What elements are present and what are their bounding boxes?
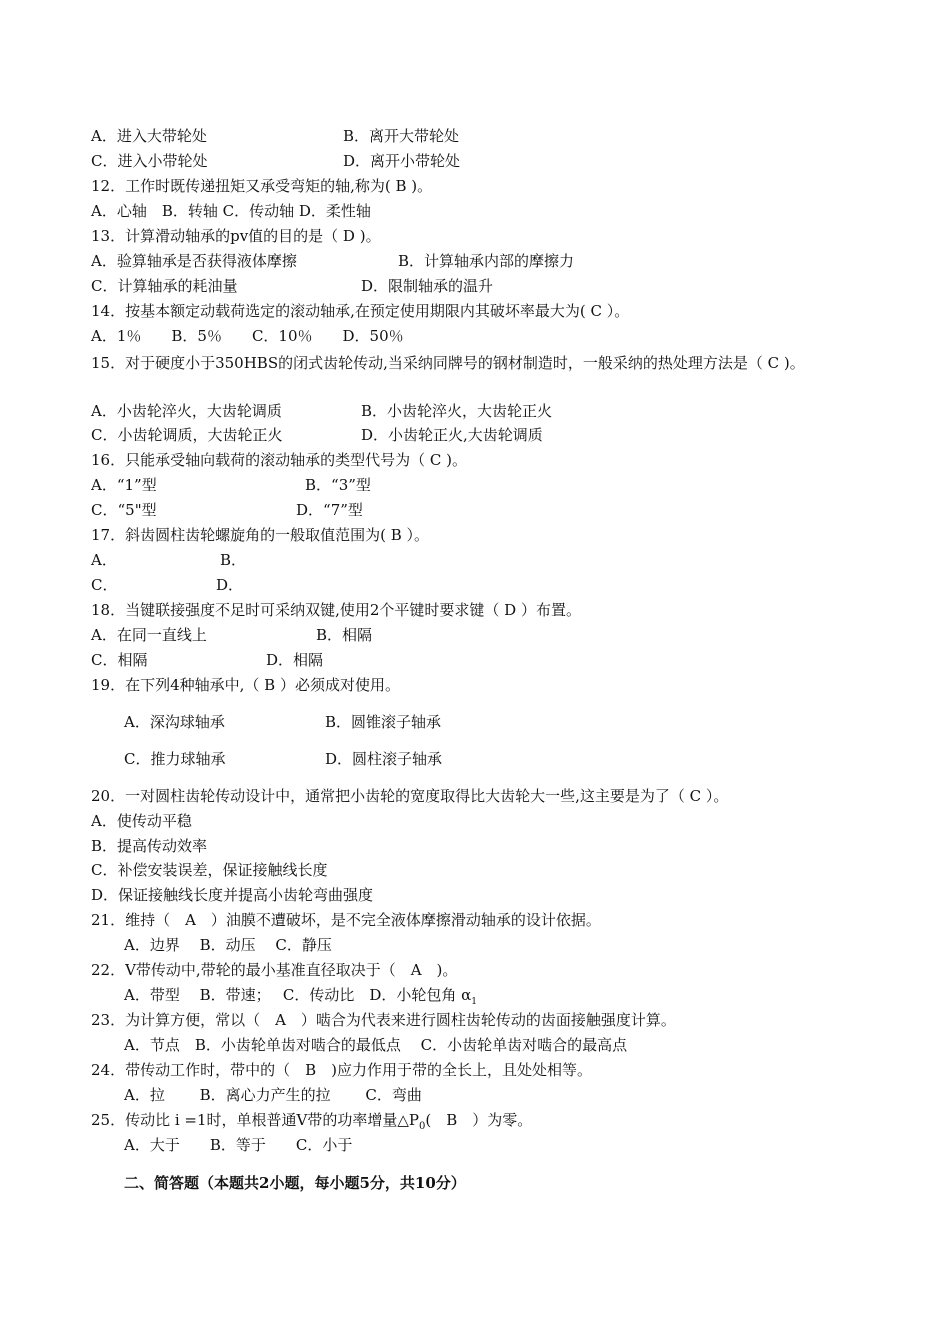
option-a: A． [91,551,117,569]
question-13: 13．计算滑动轴承的pv值的目的是（ D )。 [91,227,381,245]
question-24-options: A．拉 B．离心力产生的拉 C．弯曲 [124,1086,422,1104]
option-b: B．“3”型 [305,476,371,494]
option-a: A．验算轴承是否获得液体摩擦 [91,252,297,270]
option-c: C． [91,576,118,594]
question-22-options-text: A．带型 B．带速； C．传动比 D．小轮包角 α [124,986,472,1004]
question-16: 16．只能承受轴向载荷的滚动轴承的类型代号为（ C )。 [91,451,467,469]
section-heading: 二、简答题（本题共2小题，每小题5分，共10分） [124,1174,466,1192]
question-19: 19．在下列4种轴承中,（ B ）必须成对使用。 [91,676,400,694]
option-d: D．保证接触线长度并提高小齿轮弯曲强度 [91,886,374,904]
question-20: 20．一对圆柱齿轮传动设计中，通常把小齿轮的宽度取得比大齿轮大一些,这主要是为了（ C ）。 [91,787,729,805]
question-17: 17．斜齿圆柱齿轮螺旋角的一般取值范围为( B ）。 [91,526,430,544]
option-d: D．离开小带轮处 [343,152,461,170]
subscript: 1 [471,997,478,1007]
question-25-options: A．大于 B．等于 C．小于 [124,1136,353,1154]
option-c: C．补偿安装误差，保证接触线长度 [91,861,328,879]
option-c: C．相隔 [91,651,148,669]
option-d: D．小齿轮正火,大齿轮调质 [361,426,543,444]
question-21: 21．维持（ A ）油膜不遭破坏，是不完全液体摩擦滑动轴承的设计依据。 [91,911,601,929]
option-c: C．进入小带轮处 [91,152,208,170]
option-d: D．相隔 [266,651,324,669]
question-22-options [124,985,477,1012]
option-c: C．“5"型 [91,501,157,519]
question-12: 12．工作时既传递扭矩又承受弯矩的轴,称为( B )。 [91,177,433,195]
option-b: B． [220,551,247,569]
option-b: B．提高传动效率 [91,837,208,855]
option-b: B．计算轴承内部的摩擦力 [398,252,575,270]
option-d: D． [216,576,244,594]
question-12-options: A．心轴 B．转轴 C．传动轴 D．柔性轴 [91,202,371,220]
option-b: B．相隔 [316,626,373,644]
option-a: A．“1”型 [91,476,157,494]
question-22: 22．V带传动中,带轮的最小基准直径取决于（ A )。 [91,961,458,979]
question-23: 23．为计算方便，常以（ A ）啮合为代表来进行圆柱齿轮传动的齿面接触强度计算。 [91,1011,676,1029]
question-14: 14．按基本额定动载荷选定的滚动轴承,在预定使用期限内其破坏率最大为( C ）。 [91,302,630,320]
question-18: 18．当键联接强度不足时可采纳双键,使用2个平键时要求键（ D ）布置。 [91,601,581,619]
option-d: D．“7”型 [296,501,363,519]
question-21-options: A．边界 B．动压 C．静压 [124,936,332,954]
question-24: 24．带传动工作时，带中的（ B )应力作用于带的全长上，且处处相等。 [91,1061,592,1079]
subscript: 0 [419,1121,426,1132]
question-14-options: A．1％ B．5％ C．10％ D．50％ [91,327,404,345]
option-d: D．限制轴承的温升 [361,277,494,295]
question-15: 15．对于硬度小于350HBS的闭式齿轮传动,当采纳同牌号的钢材制造时，一般采纳的热处理方法是（ C )。 [91,354,805,372]
option-c: C．小齿轮调质，大齿轮正火 [91,426,283,444]
option-d: D．圆柱滚子轴承 [325,750,443,768]
option-a: A．小齿轮淬火，大齿轮调质 [91,402,282,420]
question-25-tail: ( B ）为零。 [425,1111,533,1129]
option-b: B．圆锥滚子轴承 [325,713,442,731]
option-c: C．计算轴承的耗油量 [91,277,238,295]
option-b: B．小齿轮淬火，大齿轮正火 [361,402,553,420]
question-25 [91,1110,532,1137]
option-b: B．离开大带轮处 [343,127,460,145]
option-a: A．进入大带轮处 [91,127,207,145]
question-23-options: A．节点 B．小齿轮单齿对啮合的最低点 C．小齿轮单齿对啮合的最高点 [124,1036,628,1054]
option-a: A．深沟球轴承 [124,713,225,731]
option-c: C．推力球轴承 [124,750,226,768]
option-a: A．使传动平稳 [91,812,192,830]
option-a: A．在同一直线上 [91,626,207,644]
question-25-text: 25．传动比 i =1时，单根普通V带的功率增量△P [91,1111,419,1129]
